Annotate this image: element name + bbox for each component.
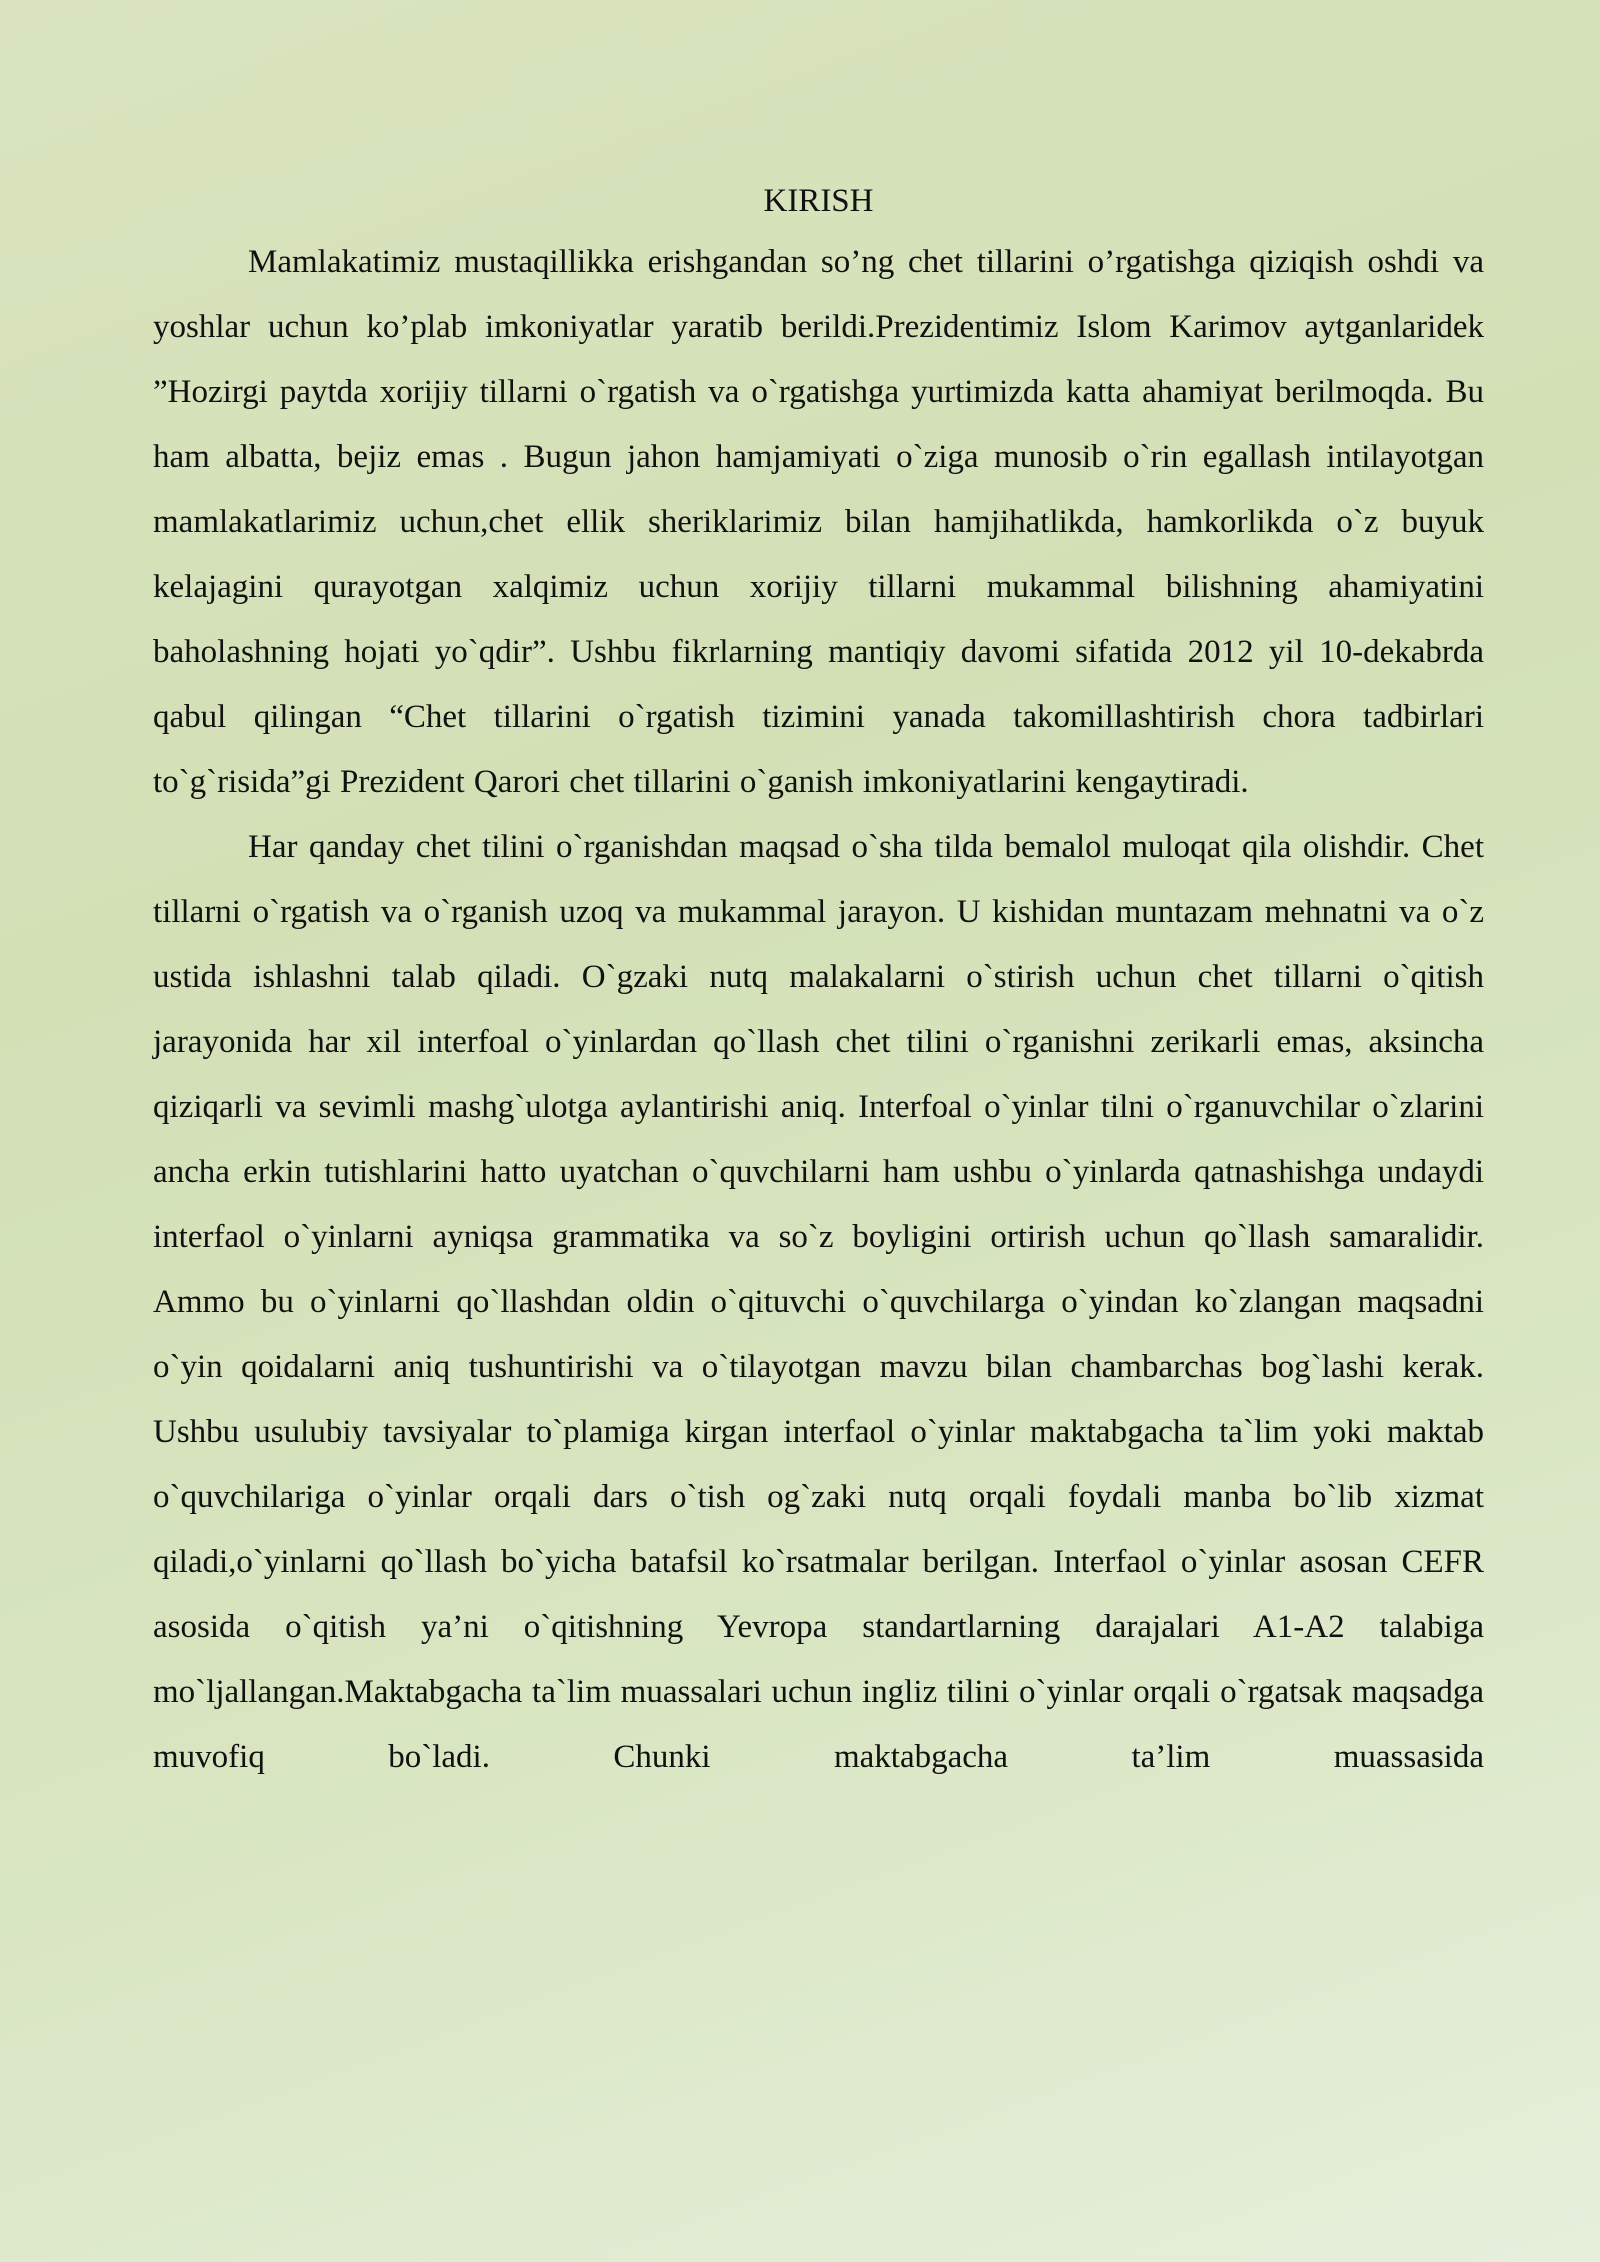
paragraph-games: Har qanday chet tilini o`rganishdan maqsad o`sha tilda bemalol muloqat qila olishdir. Chet tillarni o`rgatish va o`rganish uzoq va mukammal jarayon. U kishidan muntazam mehnatni va o`z ustida ishlashni talab qiladi. O`gzaki nutq malakalarni o`stirish uchun chet tillarni o`qitish jarayonida har xil interfoal o`yinlardan qo`llash chet tilini o`rganishni zerikarli emas, aksincha qiziqarli va sevimli mashg`ulotga aylantirishi aniq. Interfoal o`yinlar tilni o`rganuvchilar o`zlarini ancha erkin tutishlarini hatto uyatchan o`quvchilarni ham ushbu o`yinlarda qatnashishga undaydi interfaol o`yinlarni ayniqsa grammatika va so`z boyligini ortirish uchun qo`llash samaralidir. Ammo bu o`yinlarni qo`llashdan oldin o`qituvchi o`quvchilarga o`yindan ko`zlangan maqsadni o`yin qoidalarni aniq tushuntirishi va o`tilayotgan mavzu bilan chambarchas bog`lashi kerak. Ushbu usulubiy tavsiyalar to`plamiga kirgan interfaol o`yinlar maktabgacha ta`lim yoki maktab o`quvchilariga o`yinlar orqali dars o`tish og`zaki nutq orqali foydali manba bo`lib xizmat qiladi,o`yinlarni qo`llash bo`yicha batafsil ko`rsatmalar berilgan. Interfaol o`yinlar asosan CEFR asosida o`qitish ya’ni o`qitishning Yevropa standartlarning darajalari A1-A2 talabiga mo`ljallangan.Maktabgacha ta`lim muassalari uchun ingliz tilini o`yinlar orqali o`rgatsak maqsadga muvofiq bo`ladi. Chunki maktabgacha ta’lim muassasida [153,829,1484,1775]
section-title: KIRISH [763,183,874,219]
document-body [153,172,1484,1790]
paragraph-intro: Mamlakatimiz mustaqillikka erishgandan so’ng chet tillarini o’rgatishga qiziqish oshdi va yoshlar uchun ko’plab imkoniyatlar yaratib berildi.Prezidentimiz Islom Karimov aytganlaridek ”Hozirgi paytda xorijiy tillarni o`rgatish va o`rgatishga yurtimizda katta ahamiyat berilmoqda. Bu ham albatta, bejiz emas . Bugun jahon hamjamiyati o`ziga munosib o`rin egallash intilayotgan mamlakatlarimiz uchun,chet ellik sheriklarimiz bilan hamjihatlikda, hamkorlikda o`z buyuk kelajagini qurayotgan xalqimiz uchun xorijiy tillarni mukammal bilishning ahamiyatini baholashning hojati yo`qdir”. Ushbu fikrlarning mantiqiy davomi sifatida 2012 yil 10-dekabrda qabul qilingan “Chet tillarini o`rgatish tizimini yanada takomillashtirish chora tadbirlari to`g`risida”gi Prezident Qarori chet tillarini o`ganish imkoniyatlarini kengaytiradi. [153,244,1484,800]
